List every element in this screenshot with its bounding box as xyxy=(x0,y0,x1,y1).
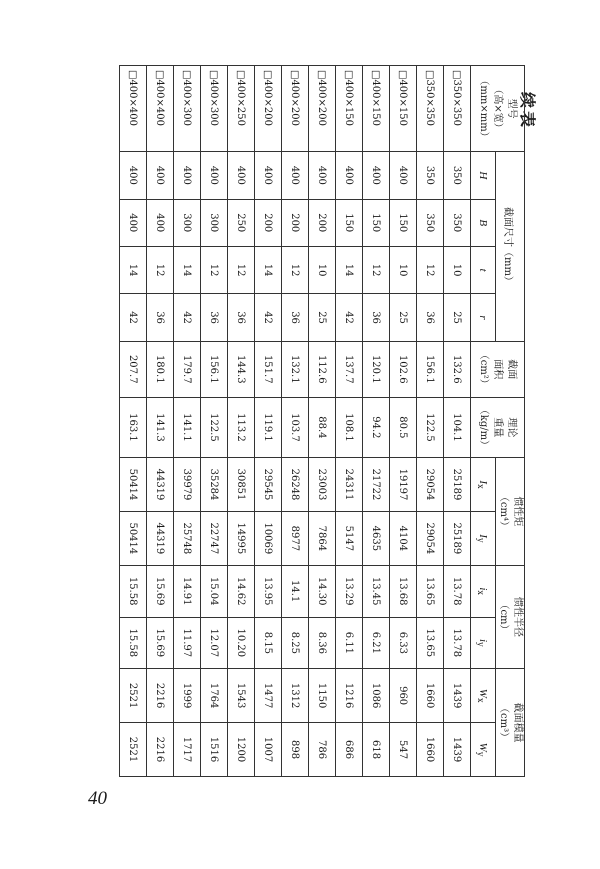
cell-Iy: 22747 xyxy=(201,511,228,565)
table-row xyxy=(147,66,174,777)
cell-Wx: 960 xyxy=(390,669,417,723)
header-Wy-subscript: y xyxy=(476,751,486,757)
header-B-symbol: B xyxy=(477,219,489,227)
cell-r: 42 xyxy=(255,294,282,341)
cell-Wx: 1660 xyxy=(417,669,444,723)
cell-Wx: 1764 xyxy=(201,669,228,723)
table-row xyxy=(417,66,444,777)
cell-Wy: 898 xyxy=(282,723,309,777)
header-iy-symbol: i xyxy=(477,639,490,643)
cell-model: □350×350 xyxy=(417,66,444,152)
cell-iy: 11.97 xyxy=(174,617,201,669)
cell-iy: 8.15 xyxy=(255,617,282,669)
cell-B: 200 xyxy=(282,199,309,246)
cell-weight: 163.1 xyxy=(120,397,147,457)
cell-H: 400 xyxy=(336,152,363,199)
header-r-symbol: r xyxy=(477,315,489,320)
cell-ix: 15.04 xyxy=(201,565,228,617)
cell-Ix: 50414 xyxy=(120,458,147,512)
cell-t: 14 xyxy=(120,246,147,293)
header-Iy-subscript: y xyxy=(476,537,486,543)
header-modulus-line-1: 截面模量 xyxy=(512,702,523,743)
header-iy xyxy=(471,617,496,669)
cell-r: 42 xyxy=(336,294,363,341)
header-ix-subscript: x xyxy=(476,590,486,595)
cell-weight: 108.1 xyxy=(336,397,363,457)
header-area-line-1: 截面 xyxy=(506,359,518,380)
table-row xyxy=(282,66,309,777)
header-radius-line-1: 惯性半径 xyxy=(512,597,523,637)
cell-ix: 15.58 xyxy=(120,565,147,617)
cell-Iy: 14995 xyxy=(228,511,255,565)
table-row xyxy=(174,66,201,777)
cell-Iy: 29054 xyxy=(417,511,444,565)
cell-ix: 14.62 xyxy=(228,565,255,617)
cell-iy: 6.21 xyxy=(363,617,390,669)
header-modulus xyxy=(496,669,525,777)
cell-Wx: 2521 xyxy=(120,669,147,723)
cell-Iy: 10069 xyxy=(255,511,282,565)
cell-t: 10 xyxy=(390,246,417,293)
cell-H: 400 xyxy=(174,152,201,199)
cell-r: 42 xyxy=(174,294,201,341)
cell-Wy: 1516 xyxy=(201,723,228,777)
cell-ix: 15.69 xyxy=(147,565,174,617)
cell-Ix: 44319 xyxy=(147,458,174,512)
cell-ix: 14.91 xyxy=(174,565,201,617)
header-Wx-symbol: W xyxy=(477,688,490,698)
cell-B: 300 xyxy=(201,199,228,246)
cell-r: 25 xyxy=(444,294,471,341)
continued-label: 续表 xyxy=(518,92,537,131)
cell-iy: 15.69 xyxy=(147,617,174,669)
cell-iy: 15.58 xyxy=(120,617,147,669)
cell-model: □400×200 xyxy=(282,66,309,152)
cell-iy: 8.36 xyxy=(309,617,336,669)
table-row xyxy=(390,66,417,777)
cell-r: 36 xyxy=(417,294,444,341)
cell-model: □400×200 xyxy=(255,66,282,152)
cell-ix: 13.65 xyxy=(417,565,444,617)
header-Ix xyxy=(471,458,496,512)
cell-Ix: 23003 xyxy=(309,458,336,512)
cell-H: 400 xyxy=(390,152,417,199)
cell-Ix: 39979 xyxy=(174,458,201,512)
cell-B: 400 xyxy=(120,199,147,246)
header-iy-subscript: y xyxy=(476,642,486,647)
cell-iy: 13.78 xyxy=(444,617,471,669)
cell-B: 150 xyxy=(363,199,390,246)
cell-area: 144.3 xyxy=(228,341,255,397)
header-H-symbol: H xyxy=(477,171,489,180)
cell-Ix: 25189 xyxy=(444,458,471,512)
cell-ix: 13.78 xyxy=(444,565,471,617)
cell-ix: 13.29 xyxy=(336,565,363,617)
cell-t: 12 xyxy=(147,246,174,293)
cell-Wy: 618 xyxy=(363,723,390,777)
cell-H: 400 xyxy=(228,152,255,199)
cell-ix: 13.68 xyxy=(390,565,417,617)
header-section-size: 截面尺寸（mm） xyxy=(496,152,525,342)
cell-r: 36 xyxy=(201,294,228,341)
header-Wx xyxy=(471,669,496,723)
cell-Ix: 24311 xyxy=(336,458,363,512)
cell-area: 207.7 xyxy=(120,341,147,397)
table-row xyxy=(255,66,282,777)
header-ix xyxy=(471,565,496,617)
cell-Iy: 25189 xyxy=(444,511,471,565)
cell-iy: 13.65 xyxy=(417,617,444,669)
table-row xyxy=(309,66,336,777)
header-H xyxy=(471,152,496,199)
cell-area: 137.7 xyxy=(336,341,363,397)
cell-weight: 80.5 xyxy=(390,397,417,457)
cell-B: 200 xyxy=(255,199,282,246)
steel-section-table-wrapper xyxy=(119,65,525,777)
cell-model: □400×400 xyxy=(120,66,147,152)
cell-ix: 13.45 xyxy=(363,565,390,617)
cell-weight: 113.2 xyxy=(228,397,255,457)
cell-Wy: 1007 xyxy=(255,723,282,777)
header-inertia-moment xyxy=(496,458,525,566)
cell-Iy: 4635 xyxy=(363,511,390,565)
cell-Wx: 1150 xyxy=(309,669,336,723)
cell-Iy: 8977 xyxy=(282,511,309,565)
cell-B: 150 xyxy=(336,199,363,246)
cell-r: 25 xyxy=(390,294,417,341)
cell-model: □400×300 xyxy=(201,66,228,152)
cell-Wx: 1999 xyxy=(174,669,201,723)
cell-H: 400 xyxy=(147,152,174,199)
header-t-symbol: t xyxy=(477,268,489,272)
cell-H: 400 xyxy=(282,152,309,199)
cell-r: 36 xyxy=(147,294,174,341)
header-Wy xyxy=(471,723,496,777)
cell-t: 12 xyxy=(417,246,444,293)
cell-Ix: 30851 xyxy=(228,458,255,512)
cell-iy: 12.07 xyxy=(201,617,228,669)
cell-Wy: 1200 xyxy=(228,723,255,777)
header-t xyxy=(471,246,496,293)
header-B xyxy=(471,199,496,246)
cell-area: 112.6 xyxy=(309,341,336,397)
header-Iy-symbol: I xyxy=(477,534,490,538)
header-inertia-moment-line-1: 惯性矩 xyxy=(512,496,523,527)
cell-t: 14 xyxy=(255,246,282,293)
cell-t: 14 xyxy=(336,246,363,293)
cell-iy: 6.11 xyxy=(336,617,363,669)
cell-Iy: 50414 xyxy=(120,511,147,565)
cell-ix: 14.1 xyxy=(282,565,309,617)
table-row xyxy=(201,66,228,777)
header-area-line-3: （cm²） xyxy=(478,349,490,389)
header-area-line-2: 面积 xyxy=(492,359,504,380)
cell-Ix: 29054 xyxy=(417,458,444,512)
cell-Wy: 547 xyxy=(390,723,417,777)
cell-weight: 104.1 xyxy=(444,397,471,457)
cell-Ix: 26248 xyxy=(282,458,309,512)
cell-B: 400 xyxy=(147,199,174,246)
cell-area: 132.1 xyxy=(282,341,309,397)
header-weight xyxy=(471,397,525,457)
cell-area: 180.1 xyxy=(147,341,174,397)
cell-B: 350 xyxy=(444,199,471,246)
cell-ix: 13.95 xyxy=(255,565,282,617)
header-model-line-2: （高×宽） xyxy=(492,84,504,133)
table-header xyxy=(471,66,525,777)
cell-B: 350 xyxy=(417,199,444,246)
table-row xyxy=(444,66,471,777)
cell-model: □400×150 xyxy=(390,66,417,152)
cell-Wy: 686 xyxy=(336,723,363,777)
cell-H: 350 xyxy=(444,152,471,199)
cell-weight: 122.5 xyxy=(417,397,444,457)
cell-B: 300 xyxy=(174,199,201,246)
cell-weight: 141.3 xyxy=(147,397,174,457)
cell-area: 120.1 xyxy=(363,341,390,397)
header-Wy-symbol: W xyxy=(477,742,490,752)
header-model xyxy=(471,66,525,152)
cell-weight: 141.1 xyxy=(174,397,201,457)
table-row xyxy=(336,66,363,777)
cell-area: 156.1 xyxy=(201,341,228,397)
header-weight-line-2: 重量 xyxy=(492,417,504,438)
cell-weight: 122.5 xyxy=(201,397,228,457)
header-modulus-line-2: （cm³） xyxy=(498,703,509,743)
cell-ix: 14.30 xyxy=(309,565,336,617)
cell-area: 179.7 xyxy=(174,341,201,397)
cell-weight: 88.4 xyxy=(309,397,336,457)
cell-iy: 6.33 xyxy=(390,617,417,669)
cell-Wy: 1717 xyxy=(174,723,201,777)
cell-Wx: 2216 xyxy=(147,669,174,723)
cell-Iy: 25748 xyxy=(174,511,201,565)
header-radius xyxy=(496,565,525,668)
cell-Iy: 44319 xyxy=(147,511,174,565)
cell-Ix: 35284 xyxy=(201,458,228,512)
header-Iy xyxy=(471,511,496,565)
cell-H: 400 xyxy=(201,152,228,199)
cell-t: 12 xyxy=(363,246,390,293)
cell-r: 42 xyxy=(120,294,147,341)
header-radius-line-2: （cm） xyxy=(498,599,509,635)
cell-B: 250 xyxy=(228,199,255,246)
cell-t: 10 xyxy=(309,246,336,293)
cell-model: □400×150 xyxy=(363,66,390,152)
header-Ix-subscript: x xyxy=(476,484,486,489)
cell-Wy: 2216 xyxy=(147,723,174,777)
cell-weight: 119.1 xyxy=(255,397,282,457)
cell-Iy: 5147 xyxy=(336,511,363,565)
cell-Iy: 4104 xyxy=(390,511,417,565)
cell-area: 102.6 xyxy=(390,341,417,397)
cell-weight: 94.2 xyxy=(363,397,390,457)
header-r xyxy=(471,294,496,341)
cell-Wx: 1477 xyxy=(255,669,282,723)
cell-H: 400 xyxy=(363,152,390,199)
cell-weight: 103.7 xyxy=(282,397,309,457)
cell-Wx: 1543 xyxy=(228,669,255,723)
cell-r: 36 xyxy=(282,294,309,341)
cell-Wx: 1312 xyxy=(282,669,309,723)
cell-H: 400 xyxy=(309,152,336,199)
cell-t: 12 xyxy=(201,246,228,293)
cell-t: 10 xyxy=(444,246,471,293)
cell-r: 36 xyxy=(363,294,390,341)
cell-model: □400×250 xyxy=(228,66,255,152)
cell-Wy: 2521 xyxy=(120,723,147,777)
cell-H: 400 xyxy=(255,152,282,199)
cell-iy: 8.25 xyxy=(282,617,309,669)
cell-Wy: 786 xyxy=(309,723,336,777)
cell-H: 400 xyxy=(120,152,147,199)
steel-section-table xyxy=(119,65,525,777)
cell-Ix: 21722 xyxy=(363,458,390,512)
cell-B: 200 xyxy=(309,199,336,246)
cell-model: □350×350 xyxy=(444,66,471,152)
cell-H: 350 xyxy=(417,152,444,199)
table-body xyxy=(120,66,471,777)
cell-area: 132.6 xyxy=(444,341,471,397)
cell-model: □400×300 xyxy=(174,66,201,152)
cell-model: □400×400 xyxy=(147,66,174,152)
cell-B: 150 xyxy=(390,199,417,246)
cell-t: 12 xyxy=(228,246,255,293)
header-model-line-3: （mm×mm） xyxy=(478,75,490,142)
header-weight-line-3: （kg/m） xyxy=(478,404,490,451)
table-row xyxy=(363,66,390,777)
cell-Ix: 19197 xyxy=(390,458,417,512)
cell-Wy: 1660 xyxy=(417,723,444,777)
header-ix-symbol: i xyxy=(477,587,490,591)
cell-Wx: 1216 xyxy=(336,669,363,723)
table-row xyxy=(228,66,255,777)
header-weight-line-1: 理论 xyxy=(506,417,518,438)
header-inertia-moment-line-2: （cm⁴） xyxy=(498,491,509,531)
cell-t: 14 xyxy=(174,246,201,293)
cell-area: 156.1 xyxy=(417,341,444,397)
table-row xyxy=(120,66,147,777)
cell-Wx: 1439 xyxy=(444,669,471,723)
cell-Wx: 1086 xyxy=(363,669,390,723)
cell-r: 25 xyxy=(309,294,336,341)
cell-area: 151.7 xyxy=(255,341,282,397)
cell-r: 36 xyxy=(228,294,255,341)
header-Ix-symbol: I xyxy=(477,480,490,485)
cell-Iy: 7864 xyxy=(309,511,336,565)
cell-model: □400×150 xyxy=(336,66,363,152)
cell-Ix: 29545 xyxy=(255,458,282,512)
cell-t: 12 xyxy=(282,246,309,293)
header-Wx-subscript: x xyxy=(476,697,486,703)
page-number: 40 xyxy=(88,788,107,809)
header-model-line-1: 型号 xyxy=(506,98,518,119)
header-area xyxy=(471,341,525,397)
cell-model: □400×200 xyxy=(309,66,336,152)
cell-iy: 10.20 xyxy=(228,617,255,669)
cell-Wy: 1439 xyxy=(444,723,471,777)
